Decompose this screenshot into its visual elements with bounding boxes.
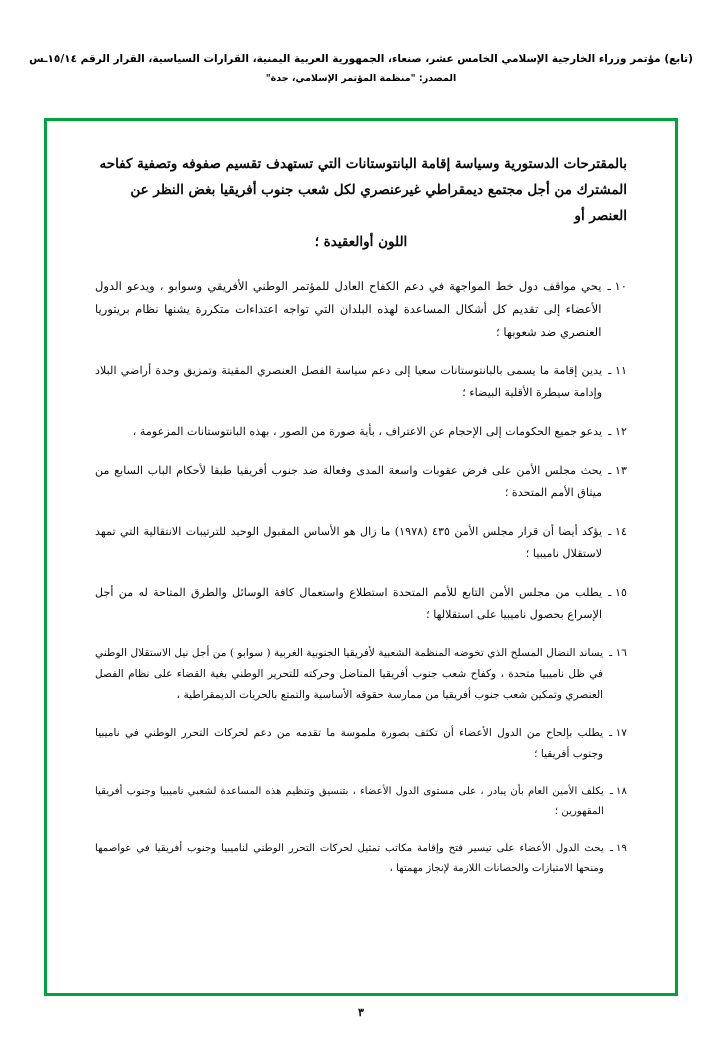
lead-line-1: بالمقترحات الدستورية وسياسة إقامة البانتوستانات التي تستهدف تقسيم صفوفه وتصفية كفاحه — [99, 156, 627, 172]
clause-item — [95, 782, 627, 822]
clause-number: ١٦ ـ — [609, 647, 627, 659]
document-header — [0, 52, 722, 85]
clause-text: يدين إقامة ما يسمى بالبانتوستانات سعيا إلى دعم سياسة الفصل العنصري المقيتة وتمزيق وحدة أراضي البلاد وإدامة سيطرة الأقلية البيضاء ؛ — [95, 364, 603, 399]
clause-item — [95, 421, 627, 443]
clause-text: يساند النضال المسلح الذي تخوضه المنظمة الشعبية لأفريقيا الجنوبية الغربية ( سوابو ) من أجل نيل الاستقلال الوطني في ظل ناميبيا متحدة ، وكفاح شعب جنوب أفريقيا المناضل وحركته للتحرير الوطني بغية القضاء على نظام الفصل العنصري وتمكين شعب جنوب أفريقيا من ممارسة حقوقه الأساسية والتمتع بالحريات الديمقراطية ، — [95, 647, 604, 701]
clause-item — [95, 643, 627, 706]
clause-item — [95, 360, 627, 404]
clause-number: ١١ ـ — [608, 364, 627, 377]
lead-paragraph — [95, 151, 627, 255]
lead-line-2: المشترك من أجل مجتمع ديمقراطي غيرعنصري لكل شعب جنوب أفريقيا بغض النظر عن العنصر أو — [130, 182, 627, 224]
lead-line-3: اللون أوالعقيدة ؛ — [314, 234, 408, 250]
header-source-line: المصدر: "منظمة المؤتمر الإسلامي، جدة" — [265, 73, 457, 84]
clause-item — [95, 839, 627, 879]
clause-text: يحث مجلس الأمن على فرض عقوبات واسعة المدى وفعالة ضد جنوب أفريقيا طبقا لأحكام الباب السابع من ميثاق الأمم المتحدة ؛ — [95, 464, 603, 499]
header-title-line: (تابع) مؤتمر وزراء الخارجية الإسلامي الخامس عشر، صنعاء، الجمهورية العربية اليمنية، القرارات السياسية، القرار الرقم ١٥/١٤ـس — [29, 53, 693, 65]
clause-number: ١٣ ـ — [608, 464, 627, 477]
clause-number: ١٤ ـ — [608, 525, 627, 538]
clause-number: ١٠ ـ — [607, 279, 627, 293]
clause-number: ١٧ ـ — [609, 727, 627, 739]
clause-item — [95, 723, 627, 765]
clause-item — [95, 582, 627, 626]
clause-item — [95, 521, 627, 565]
page-content — [95, 151, 627, 973]
clause-text: يؤكد أيضا أن قرار مجلس الأمن ٤٣٥ (١٩٧٨) ما زال هو الأساس المقبول الوحيد للترتيبات الانتقالية التي تمهد لاستقلال ناميبيا ؛ — [95, 525, 603, 560]
clause-number: ١٢ ـ — [608, 425, 627, 438]
clause-number: ١٨ ـ — [609, 786, 627, 797]
page-number: ٣ — [358, 1006, 364, 1019]
clause-text: يكلف الأمين العام بأن يبادر ، على مستوى الدول الأعضاء ، بتنسيق وتنظيم هذه المساعدة لشعبي ناميبيا وجنوب أفريقيا المقهورين ؛ — [95, 786, 604, 817]
clause-text: يطلب من مجلس الأمن التابع للأمم المتحدة استطلاع واستعمال كافة الوسائل والطرق المتاحة له من أجل الإسراع بحصول ناميبيا على استقلالها ؛ — [95, 586, 603, 621]
clause-item — [95, 460, 627, 504]
clause-text: يدعو جميع الحكومات إلى الإحجام عن الاعتراف ، بأية صورة من الصور ، بهذه البانتوستانات المزعومة ، — [132, 425, 603, 438]
clause-item — [95, 275, 627, 344]
clause-text: يحي مواقف دول خط المواجهة في دعم الكفاح العادل للمؤتمر الوطني الأفريقي وسوابو ، ويدعو الدول الأعضاء إلى تقديم كل أشكال المساعدة لهذه البلدان التي تواجه اعتداءات متكررة يشنها نظام بريتوريا العنصري ضد شعوبها ؛ — [95, 279, 602, 339]
green-page-border — [44, 118, 678, 996]
clause-text: يطلب بإلحاح من الدول الأعضاء أن تكثف بصورة ملموسة ما تقدمه من دعم لحركات التحرر الوطني في ناميبيا وجنوب أفريقيا ؛ — [95, 727, 604, 760]
clause-number: ١٥ ـ — [608, 586, 627, 599]
clause-text: يحث الدول الأعضاء على تيسير فتح وإقامة مكاتب تمثيل لحركات التحرر الوطني لناميبيا وجنوب أفريقيا في عواصمها ومنحها الامتيازات والحصانات اللازمة لإنجاز مهمتها ، — [95, 843, 604, 874]
clause-number: ١٩ ـ — [609, 843, 627, 854]
